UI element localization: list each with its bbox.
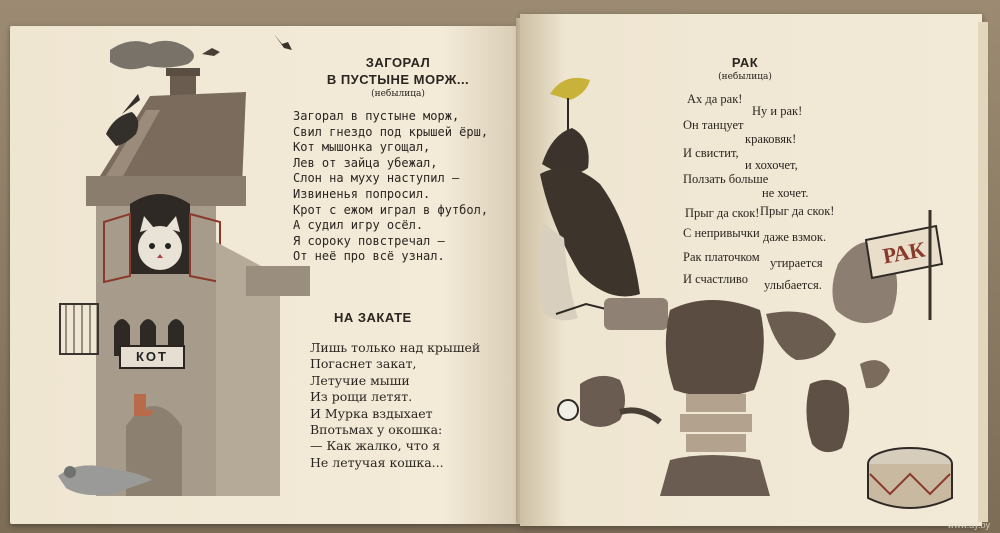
poem-zagoral-title-line1: ЗАГОРАЛ xyxy=(365,55,431,70)
right-page xyxy=(520,14,982,526)
poem-line: Впотьмах у окошка: xyxy=(310,422,443,438)
poem-line: и хохочет, xyxy=(745,158,798,172)
poem-zagoral-title-line2: В ПУСТЫНЕ МОРЖ... xyxy=(326,72,470,87)
poem-line: Извиненья попросил. xyxy=(293,186,431,201)
poem-line: Погаснет закат, xyxy=(310,356,417,372)
left-page xyxy=(10,26,520,524)
poem-line: Не летучая кошка... xyxy=(310,454,444,470)
poem-line: Слон на муху наступил — xyxy=(293,171,460,186)
poem-line: Крот с ежом играл в футбол, xyxy=(293,202,489,217)
poem-rak-subtitle: (небылица) xyxy=(718,72,772,82)
poem-line: Ползать больше xyxy=(683,172,769,186)
poem-line: Ах да рак! xyxy=(687,92,743,106)
poem-line: Прыг да скок! xyxy=(685,206,760,220)
crayfish-banner-text: РАК xyxy=(880,236,927,269)
poem-line: Из рощи летят. xyxy=(310,389,413,405)
watermark: www.ay.by xyxy=(947,520,990,530)
poem-line: Рак платочком xyxy=(683,250,760,264)
poem-line: Я сороку повстречал — xyxy=(293,233,445,248)
poem-line: краковяк! xyxy=(745,132,797,146)
poem-line: От неё про всё узнал. xyxy=(293,249,445,264)
poem-line: Кот мышонка угощал, xyxy=(293,140,431,155)
poem-line: Он танцует xyxy=(683,118,744,132)
poem-rak-heading: РАК xyxy=(731,55,759,70)
poem-line: Прыг да скок! xyxy=(760,204,835,218)
poem-line: Летучие мыши xyxy=(310,372,410,388)
poem-na-zakate xyxy=(310,309,510,471)
poem-na-zakate-title: НА ЗАКАТЕ xyxy=(334,310,412,325)
page-edges xyxy=(978,22,988,522)
cat-house-illustration xyxy=(10,26,310,524)
poem-line: не хочет. xyxy=(762,186,809,200)
poem-line: Лишь только над крышей xyxy=(310,340,481,355)
poem-line: С непривычки xyxy=(683,226,760,240)
poem-line: Ну и рак! xyxy=(752,104,803,118)
poem-line: улыбается. xyxy=(764,278,822,292)
poem-line: — Как жалко, что я xyxy=(310,438,441,454)
poem-line: даже взмок. xyxy=(763,230,827,244)
poem-line: А судил игру осёл. xyxy=(293,218,424,233)
house-sign: КОТ xyxy=(136,349,168,364)
poem-zagoral-subtitle: (небылица) xyxy=(371,89,425,99)
poem-zagoral xyxy=(293,54,503,265)
poem-line: Лев от зайца убежал, xyxy=(293,155,438,170)
poem-line: Загорал в пустыне морж, xyxy=(293,109,460,123)
poem-line: Свил гнездо под крышей ёрш, xyxy=(293,124,489,139)
poem-line: И свистит, xyxy=(683,146,739,160)
poem-rak-body xyxy=(520,14,982,526)
poem-na-zakate-body xyxy=(310,340,510,471)
poem-zagoral-body xyxy=(293,109,503,265)
poem-line: И счастливо xyxy=(683,272,748,286)
poem-line: И Мурка вздыхает xyxy=(310,405,433,421)
poem-line: утирается xyxy=(770,256,823,270)
